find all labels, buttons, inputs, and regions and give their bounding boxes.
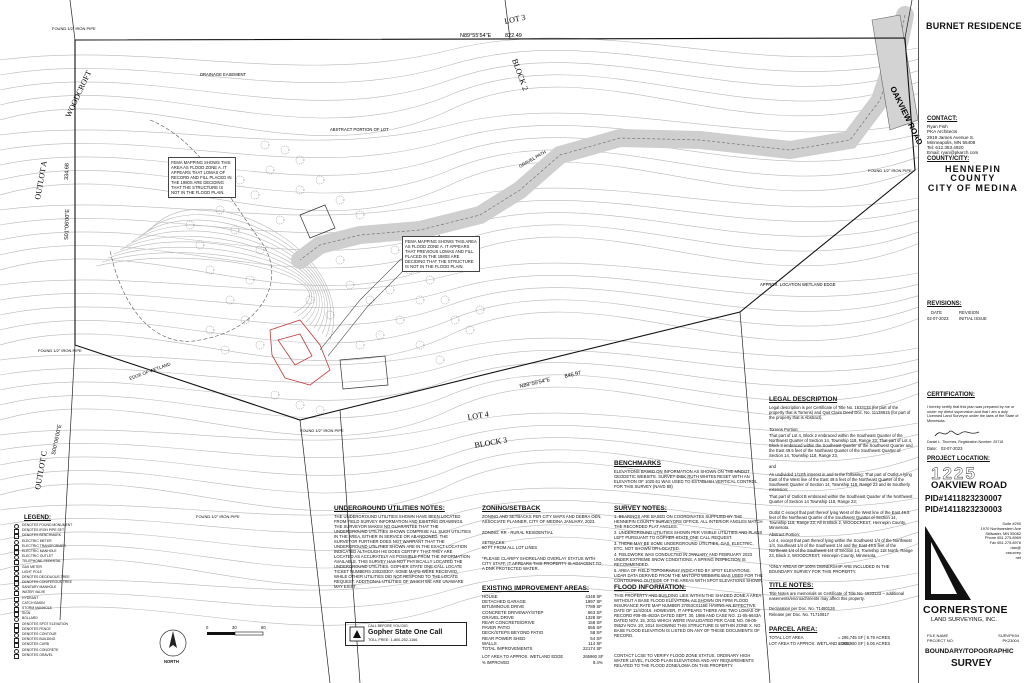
- improvement-label: DETACHED GARAGE: [482, 599, 526, 605]
- contour-line: [0, 63, 918, 101]
- county-city-heading: COUNTY/CITY:: [927, 156, 970, 162]
- file-info-label: PROJECT NO.: [927, 638, 954, 643]
- tree-symbol: [391, 246, 399, 254]
- title-notes-p3: Release per Doc. No. T1710817: [769, 612, 829, 617]
- revisions-row-date: 02-07-2023: [927, 316, 949, 321]
- legend-heading: LEGEND:: [24, 515, 51, 521]
- improvement-value: 663 SF: [587, 609, 602, 615]
- north-line-bearing: N89°55'54"E: [460, 33, 492, 39]
- garage-footprint: [340, 356, 388, 389]
- improvement-value: 54 SF: [590, 635, 602, 641]
- survey-note: 5. AREA OF FIELD TOPOGRAPHY INDICATED BY SPOT ELEVATIONS. LIDAR DATA DERIVED FROM THE MNTOPO WEBSITE WAS USED FOR THE CONTOURING OUTSIDE OF THE AREAS WITH SPOT ELEVATIONS SHOWN.: [614, 568, 764, 583]
- legend-list: [12, 523, 82, 658]
- survey-note: 3. THERE MAY BE SOME UNDERGROUND UTILITIES, GAS, ELECTRIC, ETC. NOT SHOWN OR LOCATED.: [614, 541, 754, 551]
- legend-item-label: DENOTES SPOT ELEVATION: [22, 621, 68, 626]
- zoning-p2: ZONING: RR - RURAL RESIDENTIAL: [482, 530, 554, 535]
- improvement-label: PAVER PATIO: [482, 625, 510, 631]
- fema-callout-1: [168, 157, 236, 198]
- legend-item-label: ELECTRIC MANHOLE: [22, 548, 57, 553]
- tree-symbol: [451, 316, 459, 324]
- fema-callout-2: [402, 236, 480, 272]
- scale-label-0: 0: [206, 625, 209, 630]
- legal-p1: Legal description is per Certificate of Title No. 1533133 (for part of the property that is Torrens) and Quit Claim Deed Doc. No. 11138615 (for part of the property that is Abstract).: [769, 405, 911, 420]
- scale-label-60: 60: [261, 625, 266, 630]
- block-3-label: BLOCK 3: [473, 435, 508, 450]
- survey-note: 4. FIELDWORK WAS CONDUCTED IN JANUARY AND FEBRUARY 2023 UNDER EXTREME SNOW CONDITIONS. A SPRING INSPECTION IS RECOMMENDED.: [614, 552, 752, 567]
- contact-line: Tel: 612.353.4920: [927, 145, 964, 151]
- legend-item-label: TELEPHONE PEDESTAL: [22, 559, 61, 564]
- tree-symbol: [281, 146, 289, 154]
- contact-line: PKA Architects: [927, 129, 958, 135]
- revisions-col-date: DATE: [931, 310, 942, 315]
- legend-item-label: LIGHT POLE: [22, 569, 42, 574]
- legal-p2: That part of Lot 4, Block 2 embraced within the Southeast Quarter of the Northwest Quarter of Section 14, Township 118, Range 23; That part of Lot 4, Block 3 embraced within the Southeast Quarter of the Southwest Quarter and the East 49.5 feet of the Northeast Quarter of the Southwest Quarter of Section 14, Township 118, Range 23,: [769, 433, 913, 458]
- fema-callout-2-text: FEMA MAPPING SHOWS THIS AREA AS FLOOD ZONE A. IT APPEARS THAT PREVIOUS LOMAS AND FILL PLACED IN THE 1980S ARE DECIDING THAT THE STRUCTURE IS NOT IN THE FLOOD PLAIN.: [405, 239, 477, 269]
- title-notes-p2: Declaration per Doc. No. T1480126: [769, 606, 835, 611]
- improvement-label: REAR CONCRETE/DRIVE: [482, 620, 535, 626]
- found-pipe-label: FOUND 1/2" IRON PIPE: [300, 428, 344, 433]
- project-road: OAKVIEW ROAD: [931, 480, 1007, 491]
- revisions-col-revision: REVISION: [959, 310, 980, 315]
- legend-item-label: DENOTES BUILDING: [22, 637, 56, 642]
- legend-item-label: ELECTRIC OUTLET: [22, 554, 54, 559]
- project-title: BURNET RESIDENCE: [926, 21, 1022, 31]
- lot-4-label: LOT 4: [466, 409, 490, 422]
- legal-heading: LEGAL DESCRIPTION: [769, 396, 838, 403]
- sheet-type: BOUNDARY/TOPOGRAPHIC: [925, 648, 1014, 655]
- benchmarks-text: ELEVATIONS BASED ON INFORMATION AS SHOWN ON THE MNDOT GEODETIC WEBSITE. SURVEY DISK RUTH WHITE5 RESET WITH AN ELEVATION OF 1020.61 WAS USED TO ESTABLISH VERTICAL CONTROL FOR THIS SURVEY (NAVD 88): [614, 469, 758, 489]
- improvement-label: GRAVEL DRIVE: [482, 614, 514, 620]
- lot-3-label: LOT 3: [503, 12, 527, 26]
- legend-item-label: ELECTRIC METER: [22, 538, 52, 543]
- contour-line: [0, 113, 918, 140]
- contour-line: [0, 312, 918, 361]
- tree-symbol: [316, 406, 324, 414]
- found-pipe-label: FOUND 1/2" IRON PIPE: [196, 514, 240, 519]
- zoning-heading: ZONING/SETBACK: [482, 505, 541, 512]
- gravel-path-label: GRAVEL PATH: [518, 149, 547, 169]
- survey-notes-list: [614, 514, 764, 584]
- contact-lines: [927, 124, 978, 156]
- firm-subname: LAND SURVEYING, INC.: [931, 617, 997, 623]
- certification-date-label: Date:: [927, 446, 938, 451]
- improvement-label: TOTAL IMPROVEMENTS: [482, 646, 533, 652]
- contour-line: [0, 338, 918, 365]
- improvements-footer2-value: 8.4%: [593, 660, 603, 665]
- legend-item-label: BOLLARD: [22, 616, 38, 621]
- contact-line: Email: ryan@pkarch.com: [927, 150, 979, 156]
- tree-symbol: [336, 256, 344, 264]
- found-pipe-label: FOUND 1/2" IRON PIPE: [52, 26, 96, 31]
- zoning-p5: *PLEASE CLARIFY SHORELAND OVERLAY STATUS WITH CITY STAFF. IT APPEARS THIS PROPERTY IS ADJACENT TO A DNR PROTECTED WATER.: [482, 556, 602, 571]
- sheet-type-2: SURVEY: [951, 658, 992, 669]
- improvement-label: DECK/STEPS BEYOND PATIO: [482, 630, 544, 636]
- north-line-distance: 822.49: [505, 33, 522, 39]
- certification-signer: Daniel L. Thurmes, Registration Number: 25718: [927, 440, 1004, 444]
- contour-line: [0, 162, 918, 211]
- outlot-c-label: OUTLOT C: [33, 450, 49, 491]
- contour-line: [132, 226, 325, 331]
- legal-and: and: [769, 464, 776, 469]
- survey-note: 2. UNDERGROUND UTILITIES SHOWN PER VISIBLE UTILITIES AND PLANS LEFT PURSUANT TO GOPHER STATE ONE CALL REQUEST.: [614, 530, 763, 540]
- survey-note: 1. BEARINGS ARE BASED ON COORDINATES SUPPLIED BY THE HENNEPIN COUNTY SURVEYORS OFFICE. ALL INTERIOR ANGLES MATCH THE RECORDED PLAT ANGLES.: [614, 514, 763, 529]
- survey-notes-heading: SURVEY NOTES:: [614, 505, 667, 512]
- tree-symbol: [271, 391, 279, 399]
- oakview-road: [300, 12, 905, 260]
- contour-line: [126, 231, 322, 328]
- legend-symbol-icon: [14, 654, 19, 659]
- legend-item-label: GAS METER: [22, 564, 42, 569]
- legend-item-label: DENOTES FOUND MONUMENT: [22, 523, 73, 527]
- found-pipe-label: FOUND 1/2" IRON PIPE: [38, 348, 82, 353]
- file-info-label: FILE NAME: [927, 633, 949, 638]
- legal-abstract-heading: Abstract Portion:: [769, 532, 800, 537]
- flood-text: THIS PROPERTY AND BUILDING LIES WITHIN THE SHADED ZONE A AREA WITHOUT A BASE FLOOD ELEVATION, AS SHOWN ON FIRM FLOOD INSURANCE RATE MAP NUMBER 27053C0116E HAVING AN EFFECTIVE DATE OF 11/4/2016. HOWEVER, IT APPEARS THERE ARE TWO LOMAS OF RECORD #08-05-4633A DATED SEPT. 30, 1988 AND CASE NO. 11-05-6643A DATED NOV. 15, 2011 WHICH WERE INVALIDATED PER CASE NO. 08-05-0552V NOV. 20, 2014 SHOWING THIS STRUCTURE IS WITHIN ZONE X. NO BASE FLOOD ELEVATION IS LISTED ON ANY OF THESE DOCUMENTS OF RECORD.: [614, 593, 762, 638]
- legend-item-label: DENOTES FENCE: [22, 626, 51, 631]
- contour-line: [0, 300, 918, 343]
- legend-item-label: CATCH BASIN: [22, 600, 45, 605]
- improvement-value: 22174 SF: [582, 646, 602, 652]
- cornerstone-logo-icon: [923, 522, 973, 602]
- legend-item-label: SIGN: [22, 611, 31, 616]
- tree-symbol: [261, 141, 269, 149]
- fema-callout-1-text: FEMA MAPPING SHOWS THIS AREA AS FLOOD ZONE A. IT APPEARS THAT LOMAS OF RECORD AND FILL PLACED IN THE 1980S ARE DECIDING THAT THE STRUCTURE IS NOT IN THE FLOOD PLAIN.: [171, 160, 232, 195]
- tree-symbol: [241, 316, 249, 324]
- legal-p6: Lot 4, except that part thereof lying within the Southwest 1/4 of the Northwest 1/4, Southeast 1/4 of the Southwest 1/4 and the East 49.5 feet of the Northeast 1/4 of the Southwest 1/4 of Section 14, Township 118 North, Range 23, Block 2, WOODCREST, Hennepin County, Minnesota.: [769, 538, 913, 558]
- improvement-value: 555 SF: [587, 625, 602, 631]
- abstract-portion-label: ABSTRACT PORTION OF LOT: [330, 127, 389, 132]
- parcel-area-heading: PARCEL AREA:: [769, 626, 818, 633]
- contour-line: [0, 38, 918, 65]
- tree-symbol: [436, 356, 444, 364]
- tree-symbol: [276, 216, 284, 224]
- city-name: CITY OF MEDINA: [927, 183, 1019, 193]
- west-line-distance: 334.68: [64, 163, 71, 181]
- legal-p7: *ONLY AREAS OF 100% OWNERSHIP ARE INCLUDED IN THE BOUNDARY SURVEY FOR THIS PROPERTY.: [769, 564, 890, 574]
- firm-address: [981, 522, 1021, 560]
- gopher-small: CALL BEFORE YOU DIG: [368, 624, 408, 628]
- legend-item-label: DENOTES GRAVEL: [22, 652, 53, 657]
- gopher-state-box: [345, 622, 467, 646]
- improvement-label: WALLS: [482, 640, 497, 646]
- file-info-value: SURVPK94: [998, 633, 1019, 638]
- contact-line: Minneapolis, MN 55408: [927, 139, 976, 145]
- improvement-value: 1897 SF: [585, 599, 602, 605]
- improvement-label: HOUSE: [482, 594, 498, 599]
- parcel-area-row-label: TOTAL LOT AREA: [769, 635, 804, 640]
- tree-symbol: [376, 331, 384, 339]
- tree-symbol: [251, 191, 259, 199]
- tree-symbol: [366, 296, 374, 304]
- west-line-bearing: S01°06'00"E: [64, 208, 72, 241]
- project-number: 1225: [931, 464, 977, 483]
- tree-symbol: [216, 206, 224, 214]
- zoning-p4: 50 FT FROM ALL LOT LINES: [482, 545, 538, 550]
- underground-heading: UNDERGROUND UTILITIES NOTES:: [334, 505, 445, 512]
- underground-text: THE UNDERGROUND UTILITIES SHOWN HAVE BEEN LOCATED FROM FIELD SURVEY INFORMATION AND EXISTING DRAWINGS. THE SURVEYOR MAKES NO GUARANTEE THAT THE UNDERGROUND UTILITIES SHOWN COMPRISE ALL SUCH UTILITIES IN THE AREA, EITHER IN SERVICE OR ABANDONED. THE SURVEYOR FURTHER DOES NOT WARRANT THAT THE UNDERGROUND UTILITIES SHOWN ARE IN THE EXACT LOCATION INDICATED ALTHOUGH HE DOES CERTIFY THAT THEY ARE LOCATED AS ACCURATELY AS POSSIBLE FROM THE INFORMATION AVAILABLE. THIS SURVEY HAS NOT PHYSICALLY LOCATED THE UNDERGROUND UTILITIES. GOPHER STATE ONE CALL LOCATE TICKET NUMBERS 230230307. SOME MAPS WERE RECEIVED, WHILE OTHER UTILITIES DID NOT RESPOND TO THE LOCATE REQUEST. ADDITIONAL UTILITIES OF WHICH WE ARE UNAWARE MAY EXIST.: [334, 514, 471, 589]
- firm-address-line: net: [1015, 554, 1021, 560]
- tree-symbol: [336, 196, 344, 204]
- legal-p3: An undivided 1/12th interest in and to the following: That part of Outlot A lying East of the West line of the East 49.5 feet of the Northeast Quarter of the Southwest Quarter of Section 14, Township 118, Range 23 and its Southerly extension;: [769, 472, 912, 492]
- wetland-edge-label: EDGE OF WETLAND: [128, 361, 172, 381]
- improvement-label: REAR POWER SHED: [482, 635, 526, 641]
- legend-item-label: DENOTES IRON PIPE SET: [22, 528, 65, 533]
- file-info-row: [927, 638, 1019, 643]
- improvements-footer2-label: % IMPROVED: [482, 660, 510, 665]
- firm-address-line: dan@: [1010, 544, 1021, 550]
- tree-symbol: [316, 176, 324, 184]
- firm-address-line: Phone 651.275.8969: [984, 535, 1021, 541]
- firm-address-line: Fax 651.275.8976: [989, 540, 1021, 546]
- improvement-value: 1328 SF: [585, 614, 602, 620]
- improvements-footer-label: LOT AREA TO APPROX. WETLAND EDGE: [482, 654, 564, 659]
- legend-item-label: HYDRANT: [22, 595, 39, 600]
- legend-item-label: DENOTES CURB: [22, 642, 49, 647]
- improvements-table: [480, 594, 604, 651]
- tree-symbol: [296, 401, 304, 409]
- tree-symbol: [466, 326, 474, 334]
- block-2-label: BLOCK 2: [510, 57, 530, 92]
- zoning-p1: ZONING AND SETBACKS PER CITY MAPS AND DEBRA OEN, ASSOCIATE PLANNER, CITY OF MEDINA JANUARY, 2023.: [482, 514, 602, 524]
- tree-symbol: [396, 316, 404, 324]
- firm-address-line: Suite #290: [1002, 521, 1021, 526]
- road-label: OAKVIEW ROAD: [888, 84, 925, 147]
- contour-line: [0, 363, 918, 401]
- revisions-row-revision: INITIAL ISSUE: [959, 316, 987, 321]
- tree-symbol: [356, 211, 364, 219]
- gopher-name: Gopher State One Call: [368, 629, 443, 636]
- firm-address-line: 1970 Northwestern Ave: [980, 525, 1021, 531]
- legend-item-label: DENOTES CONIFEROUS TREE: [22, 580, 72, 585]
- found-pipe-label: FOUND 1/2" IRON PIPE: [868, 168, 912, 173]
- legend-item-label: SANITARY MANHOLE: [22, 585, 57, 590]
- improvements-heading: EXISTING IMPROVEMENT AREAS:: [482, 585, 590, 592]
- contour-line: [0, 275, 918, 307]
- title-notes-heading: TITLE NOTES:: [769, 582, 814, 589]
- legal-p5: Outlot C except that part thereof lying West of the West line of the East 49.5 feet of the Northeast Quarter of the Southwest Quarter of Section 14, Township 118, Range 23; All in Block 2, WOODCREST, Hennepin County, Minnesota.: [769, 510, 910, 530]
- file-info: [927, 633, 1019, 643]
- property-boundary: [75, 38, 915, 420]
- tree-symbol: [236, 176, 244, 184]
- improvement-row: [480, 646, 604, 651]
- north-arrow-icon: [158, 628, 188, 658]
- gopher-logo-icon: [349, 626, 365, 642]
- drainage-easement-label: DRAINAGE EASEMENT: [200, 72, 247, 77]
- tree-symbol: [256, 341, 264, 349]
- contour-line: [0, 50, 918, 82]
- south-line-distance: 846.97: [564, 370, 582, 380]
- legend-item-label: DENOTES CONTOUR: [22, 631, 57, 636]
- contact-line: Ryan Fish: [927, 124, 948, 129]
- title-notes-p1: Title Notes are memorials on Certificate of Title No. 1533133 -- additional easements/encroachments may affect this property.: [769, 591, 905, 601]
- tree-symbol: [356, 341, 364, 349]
- benchmarks-heading: BENCHMARKS: [614, 460, 661, 467]
- title-block: [918, 0, 1025, 683]
- improvement-label: CONCRETE DRIVEWAY/STEP: [482, 609, 544, 615]
- lower-west-bearing: S00°06'00"E: [51, 423, 64, 456]
- contact-heading: CONTACT:: [927, 116, 958, 122]
- improvement-value: 58 SF: [590, 630, 602, 636]
- improvement-label: BITUMINOUS DRIVE: [482, 604, 525, 610]
- contour-line: [0, 75, 918, 118]
- contour-line: [0, 87, 918, 136]
- scale-label-30: 30: [232, 625, 237, 630]
- legend-item: [12, 653, 82, 658]
- improvement-value: 4348 SF: [585, 594, 602, 599]
- outlot-a-label: OUTLOT A: [33, 160, 49, 201]
- flood-text-2: CONTACT LCSE TO VERIFY FLOOD ZONE STATUS, ORDINARY HIGH WATER LEVEL, FLOOD PLAIN ELEVATIONS AND ANY REQUIREMENTS RELATED TO THE FLOOD ZONE/LOMA ON THIS PROPERTY.: [614, 653, 754, 668]
- tree-symbol: [441, 296, 449, 304]
- parcel-area-row-label: LOT AREA TO APPROX. WETLAND EDGE: [769, 641, 851, 646]
- project-pid-1: PID#1411823230007: [925, 494, 1002, 503]
- tree-symbol: [476, 306, 484, 314]
- legend-item-label: ELECTRIC TRANSFORMER: [22, 543, 66, 548]
- contact-line: 2919 James Avenue S.: [927, 134, 975, 140]
- parcel-area-row-value: = 265,960 SF | 6.06 ACRES: [838, 641, 891, 646]
- certification-date: 02-07-2023: [941, 446, 963, 451]
- project-location-heading: PROJECT LOCATION:: [927, 456, 990, 462]
- county-name: HENNEPIN COUNTY: [944, 164, 1002, 183]
- project-pid-2: PID#1411823230003: [925, 505, 1002, 514]
- signature-icon: [933, 426, 983, 440]
- legend-item-label: WATER VALVE: [22, 590, 46, 595]
- firm-address-line: cssurvey: [1005, 549, 1021, 555]
- firm-name: CORNERSTONE: [923, 604, 1008, 616]
- legend-item-label: DENOTES BENCHMARK: [22, 533, 61, 538]
- legend-item-label: DENOTES DECIDUOUS TREE: [22, 574, 70, 579]
- gopher-phone: TOLL FREE: 1-800-252-1166: [368, 638, 418, 642]
- house-footprint: [270, 320, 330, 385]
- zoning-p3: SETBACKS:: [482, 540, 506, 545]
- certification-heading: CERTIFICATION:: [927, 392, 975, 398]
- south-line-bearing: N89°55'54"E: [519, 377, 551, 390]
- improvements-footer-value: 265960 SF: [583, 654, 604, 659]
- tree-symbol: [296, 186, 304, 194]
- certification-text: I hereby certify that this plan was prepared by me or under my direct supervision and that I am a duly Licensed Land Surveyor under the laws of the State of Minnesota.: [927, 405, 1019, 423]
- legend-item-label: DENOTES CONCRETE: [22, 647, 59, 652]
- file-info-value: PK23004: [1002, 638, 1019, 643]
- improvement-value: 7789 SF: [585, 604, 602, 610]
- improvement-value: 114 SF: [588, 640, 602, 646]
- woodcroft-label: WOODCROFT: [63, 69, 94, 119]
- improvement-value: 158 SF: [587, 620, 602, 626]
- parcel-area-row-value: = 295,745 SF | 6.79 ACRES: [838, 635, 891, 640]
- approx-wetland-label: APPROX. LOCATION WETLAND EDGE: [760, 282, 836, 287]
- legend-item-label: STORM MANHOLE: [22, 606, 52, 610]
- tree-symbol: [246, 276, 254, 284]
- legal-torrens-heading: Torrens Portion:: [769, 427, 799, 432]
- revisions-heading: REVISIONS:: [927, 301, 962, 307]
- flood-heading: FLOOD INFORMATION:: [614, 584, 687, 591]
- legal-p4: That part of Outlot B embraced within the Southeast Quarter of the Northwest Quarter of Section 14 Township 118, Range 23;: [769, 494, 913, 504]
- firm-address-line: Stillwater, MN 55082: [985, 530, 1021, 536]
- north-label: NORTH: [164, 659, 179, 664]
